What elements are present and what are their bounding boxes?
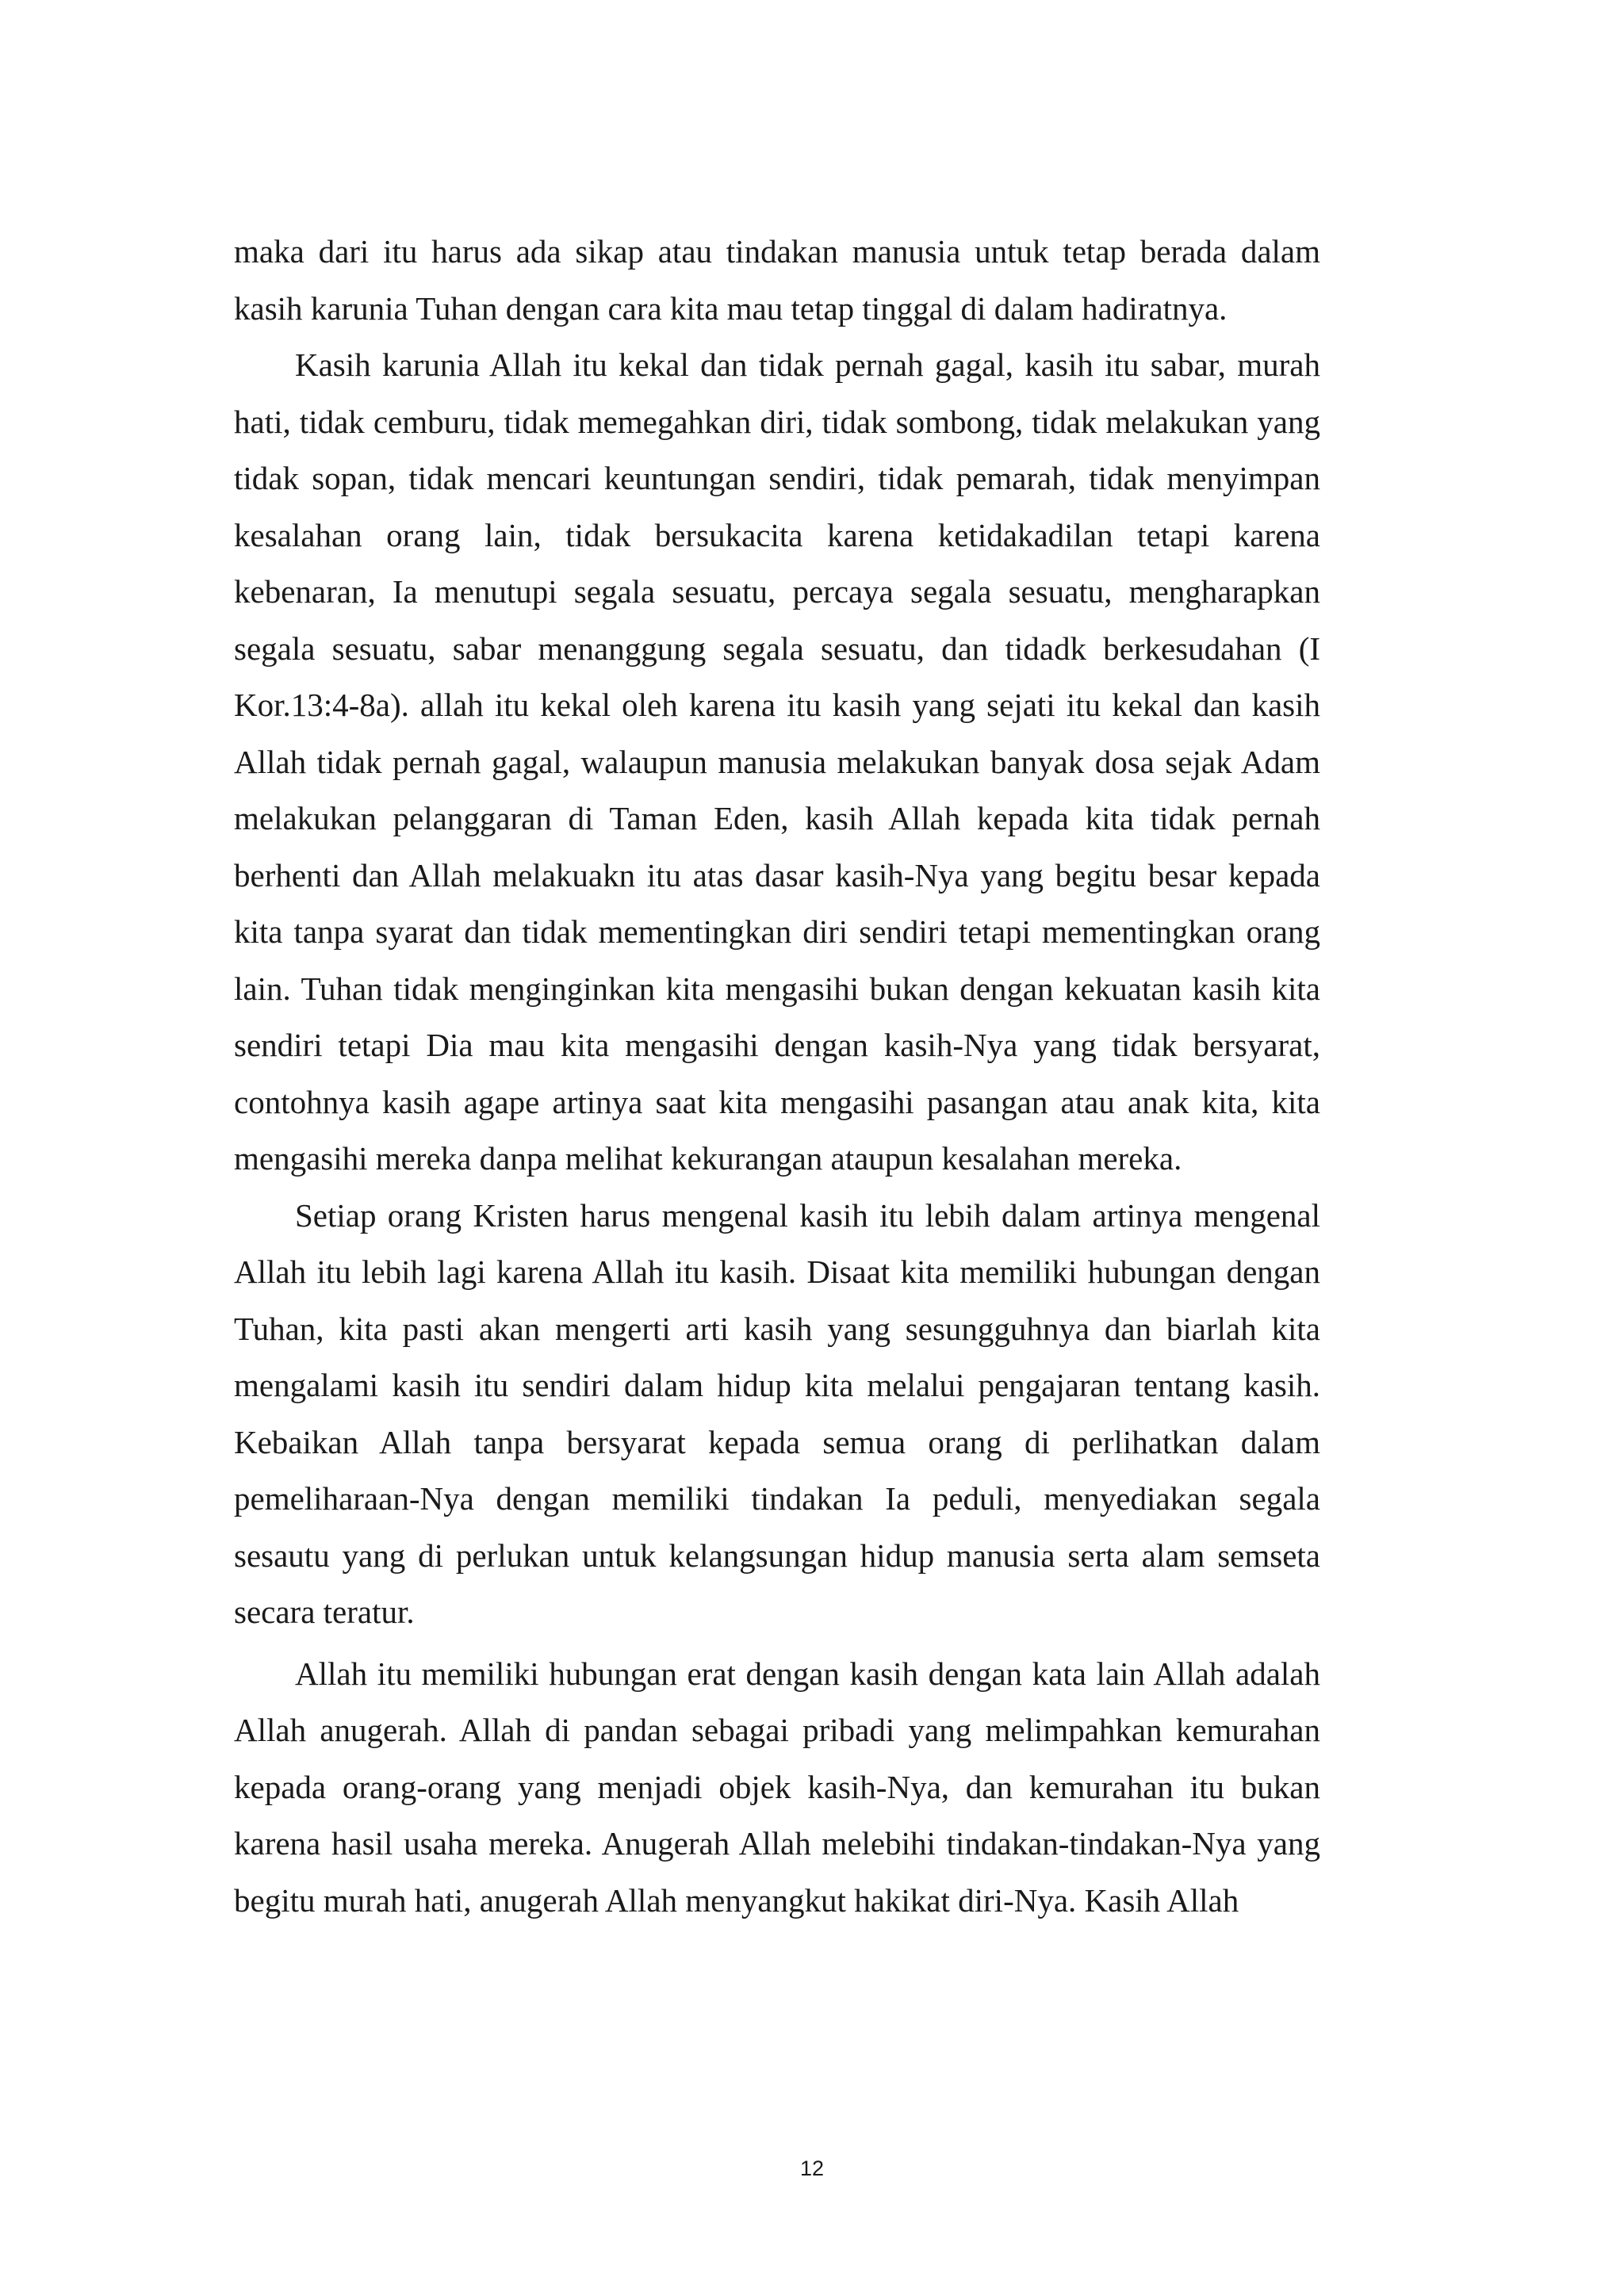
paragraph: Setiap orang Kristen harus mengenal kasih itu lebih dalam artinya mengenal Allah itu lebih lagi karena Allah itu kasih. Disaat kita memiliki hubungan dengan Tuhan, kita pasti akan mengerti arti kasih yang sesungguhnya dan biarlah kita mengalami kasih itu sendiri dalam hidup kita melalui pengajaran tentang kasih. Kebaikan Allah tanpa bersyarat kepada semua orang di perlihatkan dalam pemeliharaan-Nya dengan memiliki tindakan Ia peduli, menyediakan segala sesautu yang di perlukan untuk kelangsungan hidup manusia serta alam semseta secara teratur. — [234, 1196, 1320, 1630]
paragraph-continuation: maka dari itu harus ada sikap atau tindakan manusia untuk tetap berada dalam kasih karunia Tuhan dengan cara kita mau tetap tinggal di dalam hadiratnya. — [234, 233, 1320, 327]
paragraph: Allah itu memiliki hubungan erat dengan kasih dengan kata lain Allah adalah Allah anugerah. Allah di pandan sebagai pribadi yang melimpahkan kemurahan kepada orang-orang yang menjadi objek kasih-Nya, dan kemurahan itu bukan karena hasil usaha mereka. Anugerah Allah melebihi tindakan-tindakan-Nya yang begitu murah hati, anugerah Allah menyangkut hakikat diri-Nya. Kasih Allah — [234, 1655, 1320, 1919]
body-text — [234, 224, 1320, 1929]
paragraph: Kasih karunia Allah itu kekal dan tidak pernah gagal, kasih itu sabar, murah hati, tidak cemburu, tidak memegahkan diri, tidak sombong, tidak melakukan yang tidak sopan, tidak mencari keuntungan sendiri, tidak pemarah, tidak menyimpan kesalahan orang lain, tidak bersukacita karena ketidakadilan tetapi karena kebenaran, Ia menutupi segala sesuatu, percaya segala sesuatu, mengharapkan segala sesuatu, sabar menanggung segala sesuatu, dan tidadk berkesudahan (I Kor.13:4-8a). allah itu kekal oleh karena itu kasih yang sejati itu kekal dan kasih Allah tidak pernah gagal, walaupun manusia melakukan banyak dosa sejak Adam melakukan pelanggaran di Taman Eden, kasih Allah kepada kita tidak pernah berhenti dan Allah melakuakn itu atas dasar kasih-Nya yang begitu besar kepada kita tanpa syarat dan tidak mementingkan diri sendiri tetapi mementingkan orang lain. Tuhan tidak menginginkan kita mengasihi bukan dengan kekuatan kasih kita sendiri tetapi Dia mau kita mengasihi dengan kasih-Nya yang tidak bersyarat, contohnya kasih agape artinya saat kita mengasihi pasangan atau anak kita, kita mengasihi mereka danpa melihat kekurangan ataupun kesalahan mereka. — [234, 346, 1320, 1177]
page-number: 12 — [799, 2156, 825, 2180]
